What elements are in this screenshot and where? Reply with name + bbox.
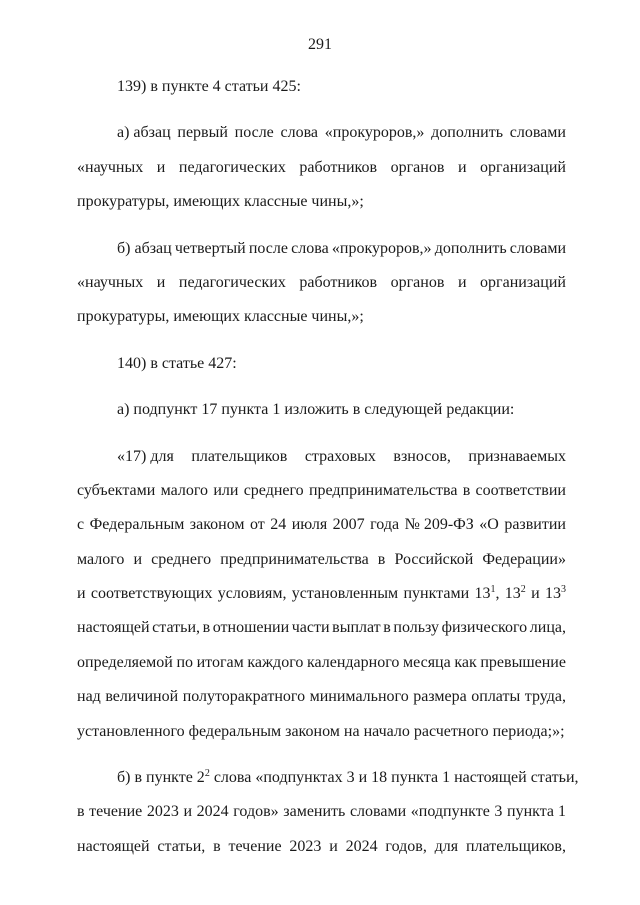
word: по: [176, 653, 193, 671]
item-number: 13: [474, 585, 491, 603]
word: № 209-ФЗ: [404, 516, 474, 534]
quote-line-9: установленного федеральным законом на начало расчетного периода;»;: [77, 722, 565, 740]
word: 2007: [332, 516, 365, 534]
word: каждого: [247, 653, 304, 671]
word: 3: [494, 803, 503, 821]
word: в: [383, 619, 391, 637]
word: педагогических: [178, 158, 286, 176]
quote-line-8: [77, 680, 566, 714]
text-fragment: слова «подпунктах 3 и 18 пункта 1 настоящей статьи,: [209, 769, 579, 787]
word: в: [77, 803, 85, 821]
word: страховых: [304, 447, 376, 465]
superscript: 1: [490, 584, 496, 596]
superscript: 2: [520, 584, 526, 596]
paragraph-a-line-1: [77, 116, 566, 150]
paragraph-140-b-line-1: [77, 761, 579, 795]
word: физического: [441, 619, 528, 637]
word: пункта 1: [507, 803, 566, 821]
word: дополнить: [431, 124, 504, 142]
word: после: [248, 239, 288, 257]
word: б) абзац: [117, 239, 172, 257]
word: и: [156, 273, 166, 291]
word: годов»: [233, 803, 279, 821]
quote-line-4: [77, 543, 566, 577]
word: слова: [291, 239, 329, 257]
word: настоящей: [77, 837, 150, 855]
paragraph-b-line-1: [77, 232, 566, 266]
word: размера: [413, 688, 467, 706]
word: словами: [509, 239, 566, 257]
page-number: 291: [308, 36, 332, 53]
word: и: [457, 158, 467, 176]
word: плательщиков: [191, 447, 288, 465]
text-fragment: б) в пункте 2: [117, 769, 205, 787]
word: пользу: [393, 619, 440, 637]
word: 2023: [289, 837, 322, 855]
word: над: [77, 688, 101, 706]
word: «подпункте: [410, 803, 490, 821]
word: итогам: [196, 653, 244, 671]
word: плательщиков,: [465, 837, 566, 855]
paragraph-140-a: а) подпункт 17 пункта 1 изложить в следующей редакции:: [117, 401, 515, 419]
word: или: [213, 481, 239, 499]
word: выплат: [332, 619, 381, 637]
word: организаций: [480, 158, 566, 176]
word: «17) для: [117, 447, 174, 465]
word: и: [457, 273, 467, 291]
word: и: [77, 585, 86, 603]
word: работников: [299, 158, 378, 176]
superscript: 3: [560, 584, 566, 596]
word: признаваемых: [468, 447, 566, 465]
word: «научных: [77, 158, 144, 176]
word: педагогических: [178, 273, 286, 291]
word: установленным: [291, 585, 399, 603]
word: словами: [509, 124, 566, 142]
word: среднего: [151, 550, 212, 568]
word: статьи,: [152, 619, 200, 637]
word: и: [133, 550, 143, 568]
item-number: 13: [504, 585, 521, 603]
word: течение: [228, 837, 282, 855]
paragraph-140-b-line-2: [77, 795, 566, 829]
word: 24: [270, 516, 287, 534]
word: заменить: [283, 803, 346, 821]
word: малого: [160, 481, 209, 499]
word: Российской: [394, 550, 474, 568]
paragraph-b-line-2: [77, 266, 566, 300]
word: года: [370, 516, 400, 534]
word: органов: [390, 158, 445, 176]
word: определяемой: [77, 653, 173, 671]
paragraph-b-line-3: прокуратуры, имеющих классные чины,»;: [77, 308, 364, 326]
word: превышение: [480, 653, 566, 671]
word: «научных: [77, 273, 144, 291]
word: и: [329, 837, 338, 855]
word: с: [77, 516, 85, 534]
comma: ,: [495, 585, 500, 603]
word: труда,: [524, 688, 566, 706]
word: после: [234, 124, 274, 142]
word: 2024: [345, 837, 378, 855]
quote-line-2: [77, 474, 566, 508]
quote-line-6: [77, 611, 566, 645]
quote-line-3: [77, 508, 566, 542]
word: законом: [189, 516, 245, 534]
word: лица,: [529, 619, 566, 637]
word: части: [291, 619, 330, 637]
word: субъектами: [77, 481, 156, 499]
quote-line-1: [77, 440, 566, 474]
item-reference: [505, 577, 526, 611]
word: слова: [280, 124, 319, 142]
word: от: [250, 516, 265, 534]
word: месяца: [402, 653, 451, 671]
word: в: [377, 550, 386, 568]
paragraph-139: 139) в пункте 4 статьи 425:: [117, 78, 301, 95]
quote-line-5: [77, 577, 566, 611]
word: статьи,: [157, 837, 206, 855]
word: пунктами: [403, 585, 470, 603]
word: Федеральным: [89, 516, 185, 534]
item-reference: [545, 577, 566, 611]
word: течение: [89, 803, 143, 821]
word: среднего: [243, 481, 304, 499]
document-body: [77, 70, 579, 864]
word: предпринимательства: [220, 550, 369, 568]
word: оплаты: [471, 688, 521, 706]
word: условиям,: [217, 585, 287, 603]
word: соответствии: [475, 481, 566, 499]
word: взносов,: [393, 447, 451, 465]
word: и: [156, 158, 166, 176]
superscript: 2: [204, 768, 210, 780]
word: и: [183, 803, 193, 821]
word: работников: [299, 273, 378, 291]
item-reference: [474, 577, 499, 611]
word: для: [434, 837, 459, 855]
word: предпринимательства: [308, 481, 458, 499]
word: годов,: [385, 837, 427, 855]
word: дополнить: [434, 239, 507, 257]
word: «О: [479, 516, 499, 534]
word: «прокуроров,»: [324, 124, 425, 142]
word: «прокуроров,»: [331, 239, 432, 257]
word: словами: [349, 803, 407, 821]
word: календарного: [306, 653, 400, 671]
word: отношении: [212, 619, 290, 637]
word: величиной: [105, 688, 179, 706]
word: четвертый: [174, 239, 246, 257]
word: в: [462, 481, 471, 499]
quote-line-7: [77, 646, 566, 680]
word: Федерации»: [482, 550, 566, 568]
word: и: [531, 585, 540, 603]
paragraph-140: 140) в статье 427:: [117, 354, 237, 372]
paragraph-140-b-line-3: [77, 830, 566, 864]
word: 2024: [196, 803, 229, 821]
item-number: 13: [544, 585, 561, 603]
word: а) абзац: [117, 124, 171, 142]
paragraph-a-line-2: [77, 151, 566, 185]
word: полуторакратного: [182, 688, 306, 706]
word: первый: [177, 124, 228, 142]
word: малого: [77, 550, 125, 568]
word: в: [202, 619, 211, 637]
paragraph-a-line-3: прокуратуры, имеющих классные чины,»;: [77, 193, 364, 211]
word: настоящей: [77, 619, 150, 637]
word: минимального: [309, 688, 409, 706]
word: развитии: [504, 516, 566, 534]
word: как: [454, 653, 477, 671]
word: организаций: [480, 273, 566, 291]
word: 2023: [146, 803, 179, 821]
word: в: [213, 837, 221, 855]
word: июля: [291, 516, 328, 534]
word: органов: [390, 273, 445, 291]
word: соответствующих: [90, 585, 213, 603]
